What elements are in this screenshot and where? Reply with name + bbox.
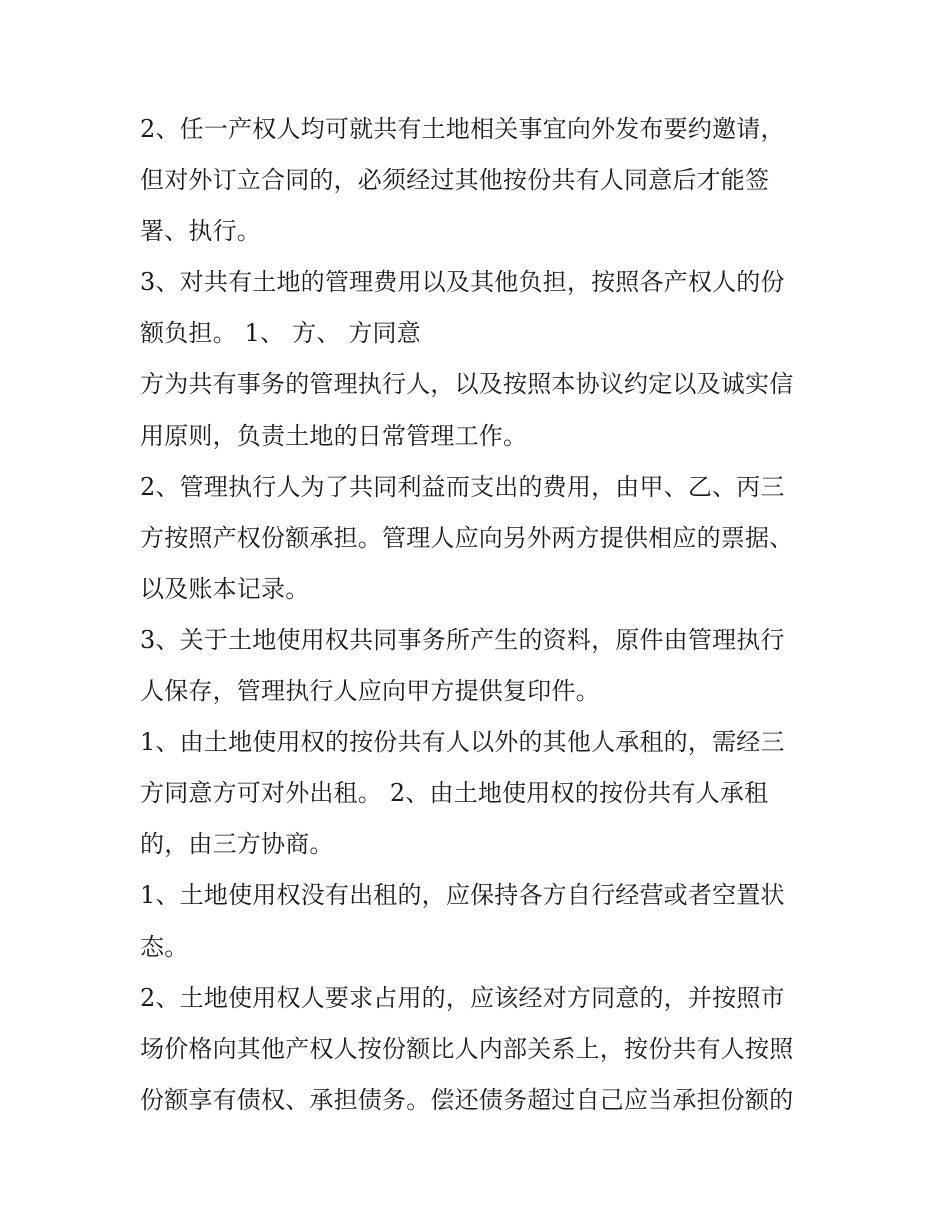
text-line: 3、对共有土地的管理费用以及其他负担，按照各产权人的份 bbox=[140, 268, 785, 297]
text-line: 方按照产权份额承担。管理人应向另外两方提供相应的票据、 bbox=[140, 523, 794, 552]
text-line: 方为共有事务的管理执行人，以及按照本协议约定以及诚实信 bbox=[140, 370, 794, 399]
document-body bbox=[140, 104, 840, 1126]
text-line: 2、管理执行人为了共同利益而支出的费用，由甲、乙、丙三 bbox=[140, 472, 785, 501]
text-line: 用原则，负责土地的日常管理工作。 bbox=[140, 421, 528, 450]
text-line: 署、执行。 bbox=[140, 217, 261, 246]
text-line: 1、土地使用权没有出租的，应保持各方自行经营或者空置状 bbox=[140, 881, 785, 910]
text-line: 2、任一产权人均可就共有土地相关事宜向外发布要约邀请， bbox=[140, 115, 785, 143]
text-line: 场价格向其他产权人按份额比人内部关系上，按份共有人按照 bbox=[140, 1034, 794, 1063]
text-line: 以及账本记录。 bbox=[140, 574, 310, 603]
text-line: 态。 bbox=[140, 932, 189, 961]
text-line: 2、土地使用权人要求占用的，应该经对方同意的，并按照市 bbox=[140, 983, 785, 1012]
text-line: 3、关于土地使用权共同事务所产生的资料，原件由管理执行 bbox=[140, 625, 785, 654]
text-line: 但对外订立合同的，必须经过其他按份共有人同意后才能签 bbox=[140, 166, 770, 195]
text-line: 额负担。 1、 方、 方同意 bbox=[140, 319, 421, 348]
text-line: 份额享有债权、承担债务。偿还债务超过自己应当承担份额的 bbox=[140, 1085, 794, 1114]
text-line: 的，由三方协商。 bbox=[140, 830, 334, 859]
text-line: 1、由土地使用权的按份共有人以外的其他人承租的，需经三 bbox=[140, 728, 785, 757]
text-line: 方同意方可对外出租。 2、由土地使用权的按份共有人承租 bbox=[140, 779, 769, 808]
text-line: 人保存，管理执行人应向甲方提供复印件。 bbox=[140, 677, 600, 706]
